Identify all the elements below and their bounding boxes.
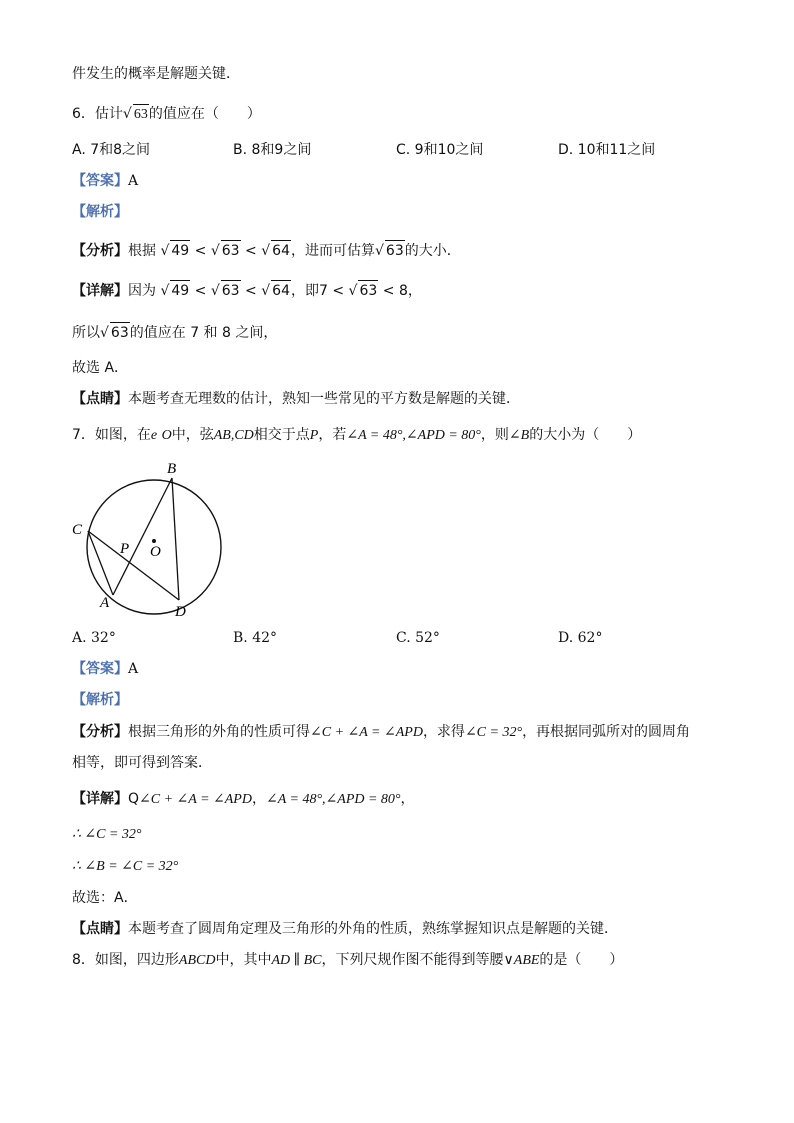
fenxi-text-c: 的大小． <box>404 243 461 259</box>
q7-stem-c: 相交于点 <box>253 427 310 443</box>
q8-stem-b: 中，其中 <box>215 952 272 968</box>
q7-stem-e: ，则 <box>480 427 509 443</box>
q6-option-c: C. 9和10之间 <box>396 142 484 158</box>
q7-dianjing <box>72 919 618 939</box>
fenxi-c: ，再根据同弧所对的圆周角 <box>522 724 691 740</box>
q7-option-c: C. 52° <box>396 630 440 646</box>
q6-option-b: B. 8和9之间 <box>233 142 312 158</box>
q7-analysis-heading <box>72 690 128 710</box>
point-p: P <box>309 428 319 443</box>
segment-bd <box>172 478 179 600</box>
radicand: 63 <box>221 280 241 301</box>
dianjing-tag: 【点睛】 <box>72 391 128 407</box>
q8-stem-a: 8．如图，四边形 <box>72 952 179 968</box>
xiangjie-text-a: 因为 <box>128 283 156 299</box>
radicand: 64 <box>271 240 291 261</box>
angle-b: ∠B <box>508 428 530 443</box>
q8-stem-d: 的是（ ） <box>539 952 624 968</box>
q6-stem-prefix: 6．估计 <box>72 106 123 122</box>
q6-fenxi: 【分析】根据 √ 49 < √ 63 < √ 64，进而可估算√ 63的大小． <box>72 240 461 261</box>
radicand: 64 <box>271 280 291 301</box>
comma: , <box>230 428 235 443</box>
center-point <box>152 539 156 543</box>
analysis-tag: 【解析】 <box>72 692 128 708</box>
xiangjie-text-b: ，即 <box>290 283 319 299</box>
q7-step2: ∴ ∠B = ∠C = 32° <box>72 859 179 874</box>
radicand: 63 <box>110 322 130 343</box>
answer-tag: 【答案】 <box>72 173 128 189</box>
q6-guxuan: 故选 A． <box>72 360 129 376</box>
chord-cd: CD <box>234 428 254 443</box>
q7-fenxi-line2: 相等，即可得到答案． <box>72 755 212 771</box>
q7-stem-a: 7．如图，在 <box>72 427 151 443</box>
equation: ∠C + ∠A = ∠APD <box>139 792 252 807</box>
continued-text: 件发生的概率是解题关键． <box>72 66 240 82</box>
q7-circle-figure <box>70 455 230 625</box>
q7-stem-f: 的大小为（ ） <box>529 427 642 443</box>
q6-analysis-heading <box>72 202 128 222</box>
radicand: 49 <box>170 240 190 261</box>
q6-option-a: A. 7和8之间 <box>72 142 151 158</box>
radicand: 49 <box>170 280 190 301</box>
answer-value: A <box>128 173 139 189</box>
fenxi-text-b: ，进而可估算 <box>290 243 375 259</box>
q7-option-d: D. 62° <box>558 630 603 646</box>
q7-option-a: A. 32° <box>72 630 116 646</box>
eight: 8， <box>398 283 422 299</box>
fenxi-tag: 【分析】 <box>72 243 128 259</box>
triangle-abe: ∨ABE <box>503 953 540 968</box>
quad-abcd: ABCD <box>178 953 216 968</box>
chord-ab: AB <box>213 428 231 443</box>
parallel-condition: AD ∥ BC <box>271 953 322 968</box>
analysis-tag: 【解析】 <box>72 204 128 220</box>
q8-stem-c: ，下列尺规作图不能得到等腰 <box>321 952 504 968</box>
radicand: 63 <box>385 240 405 261</box>
radicand: 63 <box>221 240 241 261</box>
point-o: O <box>161 428 172 443</box>
q7-step1: ∴ ∠C = 32° <box>72 827 142 842</box>
xiangjie-tag: 【详解】 <box>72 791 128 807</box>
q8-stem <box>72 950 623 971</box>
suoyi-b: 的值应在 7 和 8 之间， <box>129 325 278 341</box>
fenxi-tag: 【分析】 <box>72 724 128 740</box>
q6-stem <box>72 104 261 125</box>
separator: ， <box>251 791 266 807</box>
label-a: A <box>100 595 110 611</box>
q7-stem-b: 中，弦 <box>171 427 214 443</box>
q6-xiangjie: 【详解】因为 √ 49 < √ 63 < √ 64，即7 < √ 63 < 8， <box>72 280 422 301</box>
chord-ab-line <box>113 478 172 595</box>
q7-answer <box>72 659 138 679</box>
circle-symbol: e <box>150 428 158 443</box>
q6-dianjing <box>72 389 520 409</box>
q7-fenxi <box>72 722 690 743</box>
q7-guxuan: 故选：A． <box>72 890 138 906</box>
fenxi-b: ，求得 <box>422 724 465 740</box>
q6-answer <box>72 171 138 191</box>
xiangjie-tag: 【详解】 <box>72 283 128 299</box>
q-symbol: Q <box>128 791 140 807</box>
equation: ∠A = 48°,∠APD = 80° <box>265 792 401 807</box>
dianjing-text: 本题考查无理数的估计，熟知一些常见的平方数是解题的关键． <box>128 391 520 407</box>
equation: ∠C + ∠A = ∠APD <box>310 725 423 740</box>
answer-value: A <box>128 661 139 677</box>
q7-stem-d: ，若 <box>318 427 347 443</box>
radicand: 63 <box>358 280 378 301</box>
suoyi-a: 所以 <box>72 325 100 341</box>
equation: ∠C = 32° <box>464 725 523 740</box>
q6-option-d: D. 10和11之间 <box>558 142 656 158</box>
label-p: P <box>120 541 130 557</box>
label-c: C <box>72 522 83 538</box>
sqrt-sign: √ <box>122 106 132 122</box>
label-d: D <box>175 604 186 620</box>
fenxi-text-a: 根据 <box>128 243 156 259</box>
label-b: B <box>167 461 177 477</box>
separator: ， <box>400 791 415 807</box>
dianjing-tag: 【点睛】 <box>72 921 128 937</box>
q6-suoyi: 所以√ 63的值应在 7 和 8 之间， <box>72 322 277 343</box>
q7-option-b: B. 42° <box>233 630 278 646</box>
fenxi-a: 根据三角形的外角的性质可得 <box>128 724 310 740</box>
given-angles: ∠A = 48°,∠APD = 80° <box>346 428 481 443</box>
answer-tag: 【答案】 <box>72 661 128 677</box>
q6-stem-suffix: 的值应在（ ） <box>148 106 261 122</box>
seven: 7 <box>318 283 328 299</box>
label-o: O <box>150 544 161 560</box>
q7-stem <box>72 425 641 446</box>
q7-xiangjie <box>72 789 415 810</box>
radicand: 63 <box>133 104 149 125</box>
dianjing-text: 本题考查了圆周角定理及三角形的外角的性质，熟练掌握知识点是解题的关键． <box>128 921 618 937</box>
